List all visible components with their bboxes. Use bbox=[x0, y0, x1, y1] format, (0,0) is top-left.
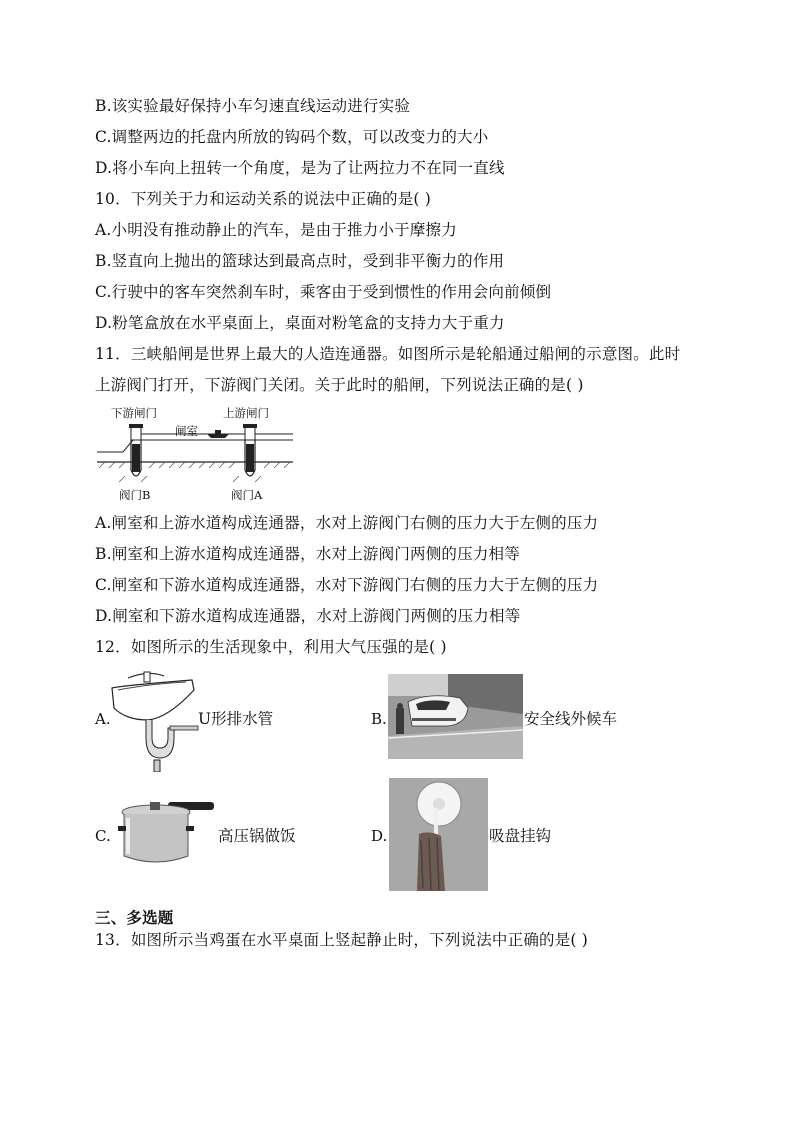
q11-option-d: D.闸室和下游水道构成连通器，水对上游阀门两侧的压力相等 bbox=[95, 607, 521, 625]
section-heading-multiple-choice: 三、多选题 bbox=[95, 908, 174, 927]
q12-option-a-caption: U形排水管 bbox=[198, 710, 274, 728]
q9-option-b: B.该实验最好保持小车匀速直线运动进行实验 bbox=[95, 97, 411, 115]
train-station-photo bbox=[388, 674, 523, 759]
label-upstream-gate: 上游闸门 bbox=[223, 406, 269, 420]
q10-stem: 10．下列关于力和运动关系的说法中正确的是( ) bbox=[95, 190, 432, 208]
q10-option-a: A.小明没有推动静止的汽车，是由于推力小于摩擦力 bbox=[95, 221, 457, 239]
q10-option-b: B.竖直向上抛出的篮球达到最高点时，受到非平衡力的作用 bbox=[95, 252, 505, 270]
q11-stem-line1: 11．三峡船闸是世界上最大的人造连通器。如图所示是轮船通过船闸的示意图。此时 bbox=[95, 345, 681, 363]
q12-option-d-caption: 吸盘挂钩 bbox=[489, 827, 552, 845]
q10-option-d: D.粉笔盒放在水平桌面上，桌面对粉笔盒的支持力大于重力 bbox=[95, 314, 505, 332]
q12-option-a-letter: A. bbox=[95, 710, 111, 728]
q12-option-d-letter: D. bbox=[371, 827, 388, 845]
q12-option-b-letter: B. bbox=[371, 710, 387, 728]
q9-option-d: D.将小车向上扭转一个角度，是为了让两拉力不在同一直线 bbox=[95, 159, 505, 177]
q11-option-c: C.闸室和下游水道构成连通器，水对下游阀门右侧的压力大于左侧的压力 bbox=[95, 576, 599, 594]
q13-stem: 13．如图所示当鸡蛋在水平桌面上竖起静止时，下列说法中正确的是( ) bbox=[95, 931, 589, 949]
q12-stem: 12．如图所示的生活现象中，利用大气压强的是( ) bbox=[95, 638, 447, 656]
q11-option-b: B.闸室和上游水道构成连通器，水对上游阀门两侧的压力相等 bbox=[95, 545, 520, 563]
q10-option-c: C.行驶中的客车突然刹车时，乘客由于受到惯性的作用会向前倾倒 bbox=[95, 283, 552, 301]
label-downstream-gate: 下游闸门 bbox=[111, 406, 157, 420]
q12-option-b-caption: 安全线外候车 bbox=[524, 710, 618, 728]
pressure-cooker-image bbox=[118, 796, 218, 872]
q12-option-c-caption: 高压锅做饭 bbox=[218, 827, 296, 845]
label-chamber: 闸室 bbox=[175, 424, 198, 438]
label-valve-a: 阀门A bbox=[231, 488, 263, 502]
ship-lock-diagram bbox=[95, 404, 295, 504]
suction-hook-photo bbox=[389, 778, 488, 891]
q11-stem-line2: 上游阀门打开，下游阀门关闭。关于此时的船闸，下列说法正确的是( ) bbox=[95, 376, 584, 394]
q11-option-a: A.闸室和上游水道构成连通器，水对上游阀门右侧的压力大于左侧的压力 bbox=[95, 514, 599, 532]
label-valve-b: 阀门B bbox=[119, 488, 151, 502]
q9-option-c: C.调整两边的托盘内所放的钩码个数，可以改变力的大小 bbox=[95, 128, 489, 146]
sink-u-pipe-image bbox=[108, 668, 200, 772]
q12-option-c-letter: C. bbox=[95, 827, 111, 845]
